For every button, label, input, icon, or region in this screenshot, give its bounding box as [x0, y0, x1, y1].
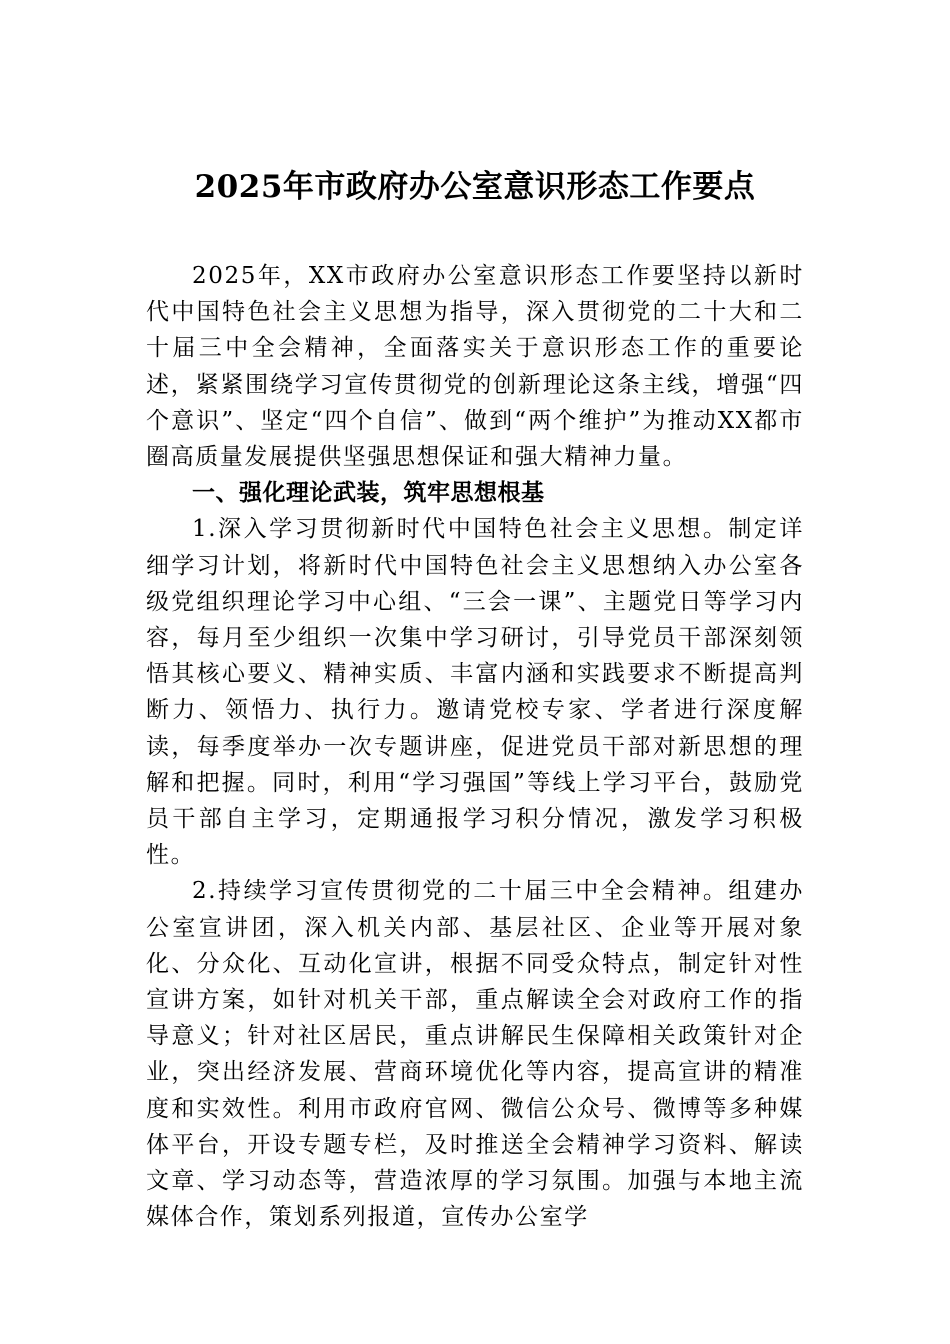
item-paragraph-2: 2.持续学习宣传贯彻党的二十届三中全会精神。组建办公室宣讲团，深入机关内部、基层社区、企业等开展对象化、分众化、互动化宣讲，根据不同受众特点，制定针对性宣讲方案，如针对机关干部，重点解读全会对政府工作的指导意义；针对社区居民，重点讲解民生保障相关政策针对企业，突出经济发展、营商环境优化等内容，提高宣讲的精准度和实效性。利用市政府官网、微信公众号、微博等多种媒体平台，开设专题专栏，及时推送全会精神学习资料、解读文章、学习动态等，营造浓厚的学习氛围。加强与本地主流媒体合作，策划系列报道，宣传办公室学: [146, 878, 804, 1231]
document-body: [146, 258, 804, 1235]
document-title: 2025年市政府办公室意识形态工作要点: [194, 169, 756, 205]
section-heading-1: 一、强化理论武装，筑牢思想根基: [192, 480, 545, 507]
item-paragraph-1: 1.深入学习贯彻新时代中国特色社会主义思想。制定详细学习计划，将新时代中国特色社会主义思想纳入办公室各级党组织理论学习中心组、“三会一课”、主题党日等学习内容，每月至少组织一次集中学习研讨，引导党员干部深刻领悟其核心要义、精神实质、丰富内涵和实践要求不断提高判断力、领悟力、执行力。邀请党校专家、学者进行深度解读，每季度举办一次专题讲座，促进党员干部对新思想的理解和把握。同时，利用“学习强国”等线上学习平台，鼓励党员干部自主学习，定期通报学习积分情况，激发学习积极性。: [146, 516, 804, 869]
intro-paragraph: 2025年，XX市政府办公室意识形态工作要坚持以新时代中国特色社会主义思想为指导，深入贯彻党的二十大和二十届三中全会精神，全面落实关于意识形态工作的重要论述，紧紧围绕学习宣传贯彻党的创新理论这条主线，增强“四个意识”、坚定“四个自信”、做到“两个维护”为推动XX都市圈高质量发展提供坚强思想保证和强大精神力量。: [146, 263, 804, 471]
